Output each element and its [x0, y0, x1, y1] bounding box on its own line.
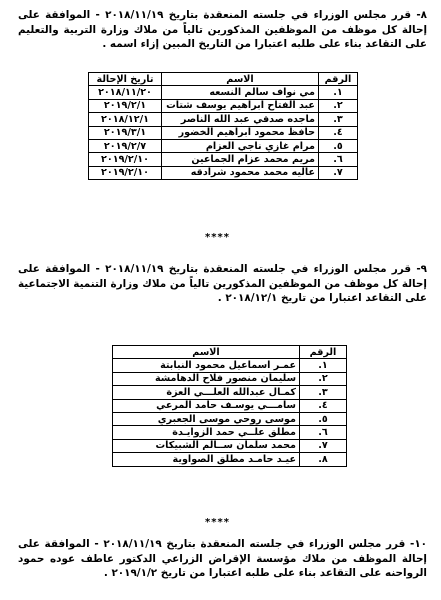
row-number-cell: ٤.	[319, 126, 358, 139]
decision-9-text: قرر مجلس الوزراء في جلسته المنعقدة بتاريخ ٢٠١٨/١١/١٩ - الموافقة على إحالة كل موظف من الموظفين المذكورين تالياً من ملاك وزارة التنمية الاجتماعية على التقاعد اعتبارا من تاريخ ٢٠١٨/١٢/١ .	[18, 263, 427, 305]
row-date-cell: ٢٠١٨/١٢/١	[89, 113, 162, 126]
row-number-cell: ٣.	[319, 113, 358, 126]
row-number-cell: ٥.	[300, 412, 347, 425]
header-name: الاسم	[113, 346, 300, 359]
row-name-cell: محمد سلمان ســالم الشبيكات	[113, 439, 300, 452]
table-row	[113, 453, 347, 466]
row-number-cell: ٧.	[300, 439, 347, 452]
row-number-cell: ٦.	[319, 153, 358, 166]
row-name-cell: عمـر اسماعيل محمود النبابتة	[113, 359, 300, 372]
table-row	[113, 372, 347, 385]
table-row	[113, 359, 347, 372]
decision-10-text: قرر مجلس الوزراء في جلسته المنعقدة بتاريخ ٢٠١٨/١١/١٩ - الموافقة على إحالة الموظف من ملاك مؤسسة الإقراض الزراعي الدكتور عاطف عوده حمود الرواحنه على التقاعد بناء على طلبه اعتبارا من تاريخ ٢٠١٩/١/٢ .	[18, 538, 427, 580]
table-header-row	[113, 346, 347, 359]
row-name-cell: موسى روحي موسى الجعبري	[113, 412, 300, 425]
header-date: تاريخ الإحالة	[89, 73, 162, 86]
decision-9-table	[112, 345, 347, 467]
table-row	[113, 426, 347, 439]
table-row	[113, 412, 347, 425]
table-row	[89, 86, 358, 99]
row-name-cell: مرام غازي ناجي العزام	[162, 139, 319, 152]
table-row	[89, 153, 358, 166]
row-number-cell: ١.	[300, 359, 347, 372]
row-name-cell: كمـال عبدالله العلـــي العزة	[113, 386, 300, 399]
table-header-row	[89, 73, 358, 86]
row-date-cell: ٢٠١٩/٢/١٠	[89, 166, 162, 179]
separator-stars-1: ****	[205, 232, 230, 243]
decision-9-paragraph	[18, 262, 427, 306]
separator-stars-2: ****	[205, 517, 230, 528]
row-date-cell: ٢٠١٩/٢/١٠	[89, 153, 162, 166]
row-name-cell: عبد الفتاح ابراهيم يوسف شتات	[162, 99, 319, 112]
table-row	[89, 99, 358, 112]
row-number-cell: ٤.	[300, 399, 347, 412]
decision-8-text: قرر مجلس الوزراء في جلسته المنعقدة بتاريخ ٢٠١٨/١١/١٩ - الموافقة على إحالة كل موظف من الموظفين المذكورين تالياً من ملاك وزارة التربية والتعليم على التقاعد بناء على طلبه اعتبارا من التاريخ المبين إزاء اسمه .	[18, 9, 427, 51]
decision-10-number: ١٠-	[410, 538, 428, 550]
row-name-cell: ماجده صدقي عبد الله الناصر	[162, 113, 319, 126]
table-row	[89, 166, 358, 179]
row-number-cell: ٥.	[319, 139, 358, 152]
row-name-cell: مي نواف سالم النسعه	[162, 86, 319, 99]
table-row	[89, 113, 358, 126]
row-date-cell: ٢٠١٩/٣/١	[89, 126, 162, 139]
row-number-cell: ١.	[319, 86, 358, 99]
table-row	[113, 439, 347, 452]
decision-10-paragraph	[18, 537, 427, 581]
row-number-cell: ٢.	[300, 372, 347, 385]
row-number-cell: ٢.	[319, 99, 358, 112]
row-date-cell: ٢٠١٩/٢/٧	[89, 139, 162, 152]
row-name-cell: سليمان منصور فلاح الدهامشة	[113, 372, 300, 385]
row-number-cell: ٣.	[300, 386, 347, 399]
header-number: الرقم	[300, 346, 347, 359]
row-date-cell: ٢٠١٨/١١/٢٠	[89, 86, 162, 99]
table-row	[113, 386, 347, 399]
table-row	[113, 399, 347, 412]
row-name-cell: سامـــي يوسـف حامد المرعي	[113, 399, 300, 412]
decision-8-paragraph	[18, 8, 427, 52]
header-name: الاسم	[162, 73, 319, 86]
decision-8-number: ٨-	[416, 9, 427, 21]
table-row	[89, 139, 358, 152]
header-number: الرقم	[319, 73, 358, 86]
decision-8-table	[88, 72, 358, 180]
row-number-cell: ٦.	[300, 426, 347, 439]
row-number-cell: ٧.	[319, 166, 358, 179]
decision-9-number: ٩-	[416, 263, 427, 275]
row-name-cell: عاليه محمد محمود شرادقه	[162, 166, 319, 179]
row-name-cell: مريم محمد عزام الجماعين	[162, 153, 319, 166]
row-name-cell: حافظ محمود ابراهيم الخضور	[162, 126, 319, 139]
row-date-cell: ٢٠١٩/٢/١	[89, 99, 162, 112]
table-row	[89, 126, 358, 139]
row-name-cell: مطلق علــي حمد الزوايـدة	[113, 426, 300, 439]
row-name-cell: عيـد حامـد مطلق الصواوية	[113, 453, 300, 466]
row-number-cell: ٨.	[300, 453, 347, 466]
